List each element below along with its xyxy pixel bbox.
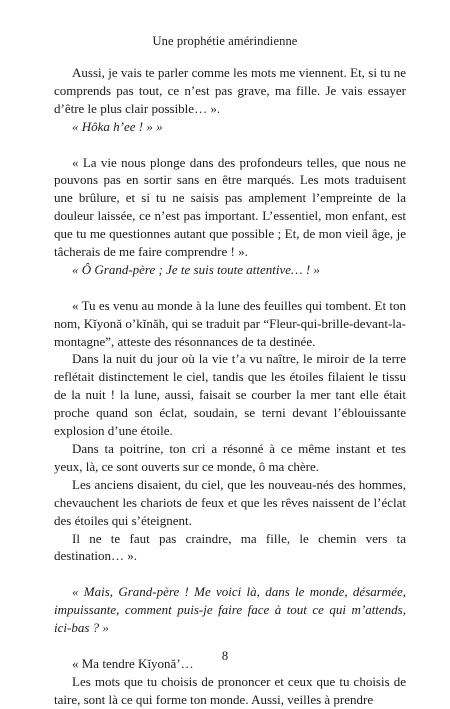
paragraph: « Tu es venu au monde à la lune des feuilles qui tombent. Et ton nom, Kĭyonă o’kĭnăh, qui se traduit par “Fleur-qui-brille-devant-la-montagne”, atteste des résonnances de ta destinée. bbox=[54, 297, 406, 349]
paragraph: Dans ta poitrine, ton cri a résonné à ce même instant et tes yeux, là, ce sont ouverts sur ce monde, ô ma chère. bbox=[54, 441, 406, 474]
body-text bbox=[54, 64, 406, 709]
paragraph: « Ô Grand-père ; Je te suis toute attentive… ! » bbox=[72, 261, 320, 277]
running-head: Une prophétie amérindienne bbox=[152, 34, 298, 48]
paragraph: « Mais, Grand-père ! Me voici là, dans le monde, désarmée, impuissante, comment puis-je faire face à tout ce qui m’attends, ici-bas ? » bbox=[54, 584, 406, 636]
page-number: 8 bbox=[221, 649, 229, 663]
paragraph-gap bbox=[54, 279, 406, 297]
paragraph: « La vie nous plonge dans des profondeurs telles, que nous ne pouvons pas en sortir sans en être marqués. Les mots traduisent une brûlure, et si tu ne saisis pas amplement l’empreinte de la douleur laissée, ce n’est pas important. L’essentiel, mon enfant, est que tu me questionnes autant que possible ; Et, de mon vieil âge, je tâcherais de me faire comprendre ! ». bbox=[54, 154, 406, 260]
paragraph-gap bbox=[54, 136, 406, 154]
paragraph: « Hôka h’ee ! » » bbox=[72, 118, 163, 134]
paragraph-gap bbox=[54, 565, 406, 583]
paragraph: « Ma tendre Kĭyonă’… bbox=[72, 655, 194, 671]
paragraph: Les mots que tu choisis de prononcer et ceux que tu choisis de taire, sont là ce qui forme ton monde. Aussi, veilles à prendre bbox=[54, 673, 406, 707]
paragraph: Aussi, je vais te parler comme les mots me viennent. Et, si tu ne comprends pas tout, ce n’est pas grave, ma fille. Je vais essayer d’être le plus clair possible… ». bbox=[54, 65, 406, 116]
paragraph: Dans la nuit du jour où la vie t’a vu naître, le miroir de la terre reflétait distinctement le ciel, tandis que les étoiles filaient le tissu de la nuit ! la lune, aussi, faisait se courber la mer tant elle était proche quand son éclat, soudain, se terni devant l’éblouissante explosion d’une étoile. bbox=[54, 351, 406, 439]
paragraph: Les anciens disaient, du ciel, que les nouveau-nés des hommes, chevauchent les chariots de feux et que les rêves naissent de l’éclat des étoiles qui s’éteignent. bbox=[54, 476, 406, 528]
paragraph: Il ne te faut pas craindre, ma fille, le chemin vers ta destination… ». bbox=[54, 530, 406, 564]
